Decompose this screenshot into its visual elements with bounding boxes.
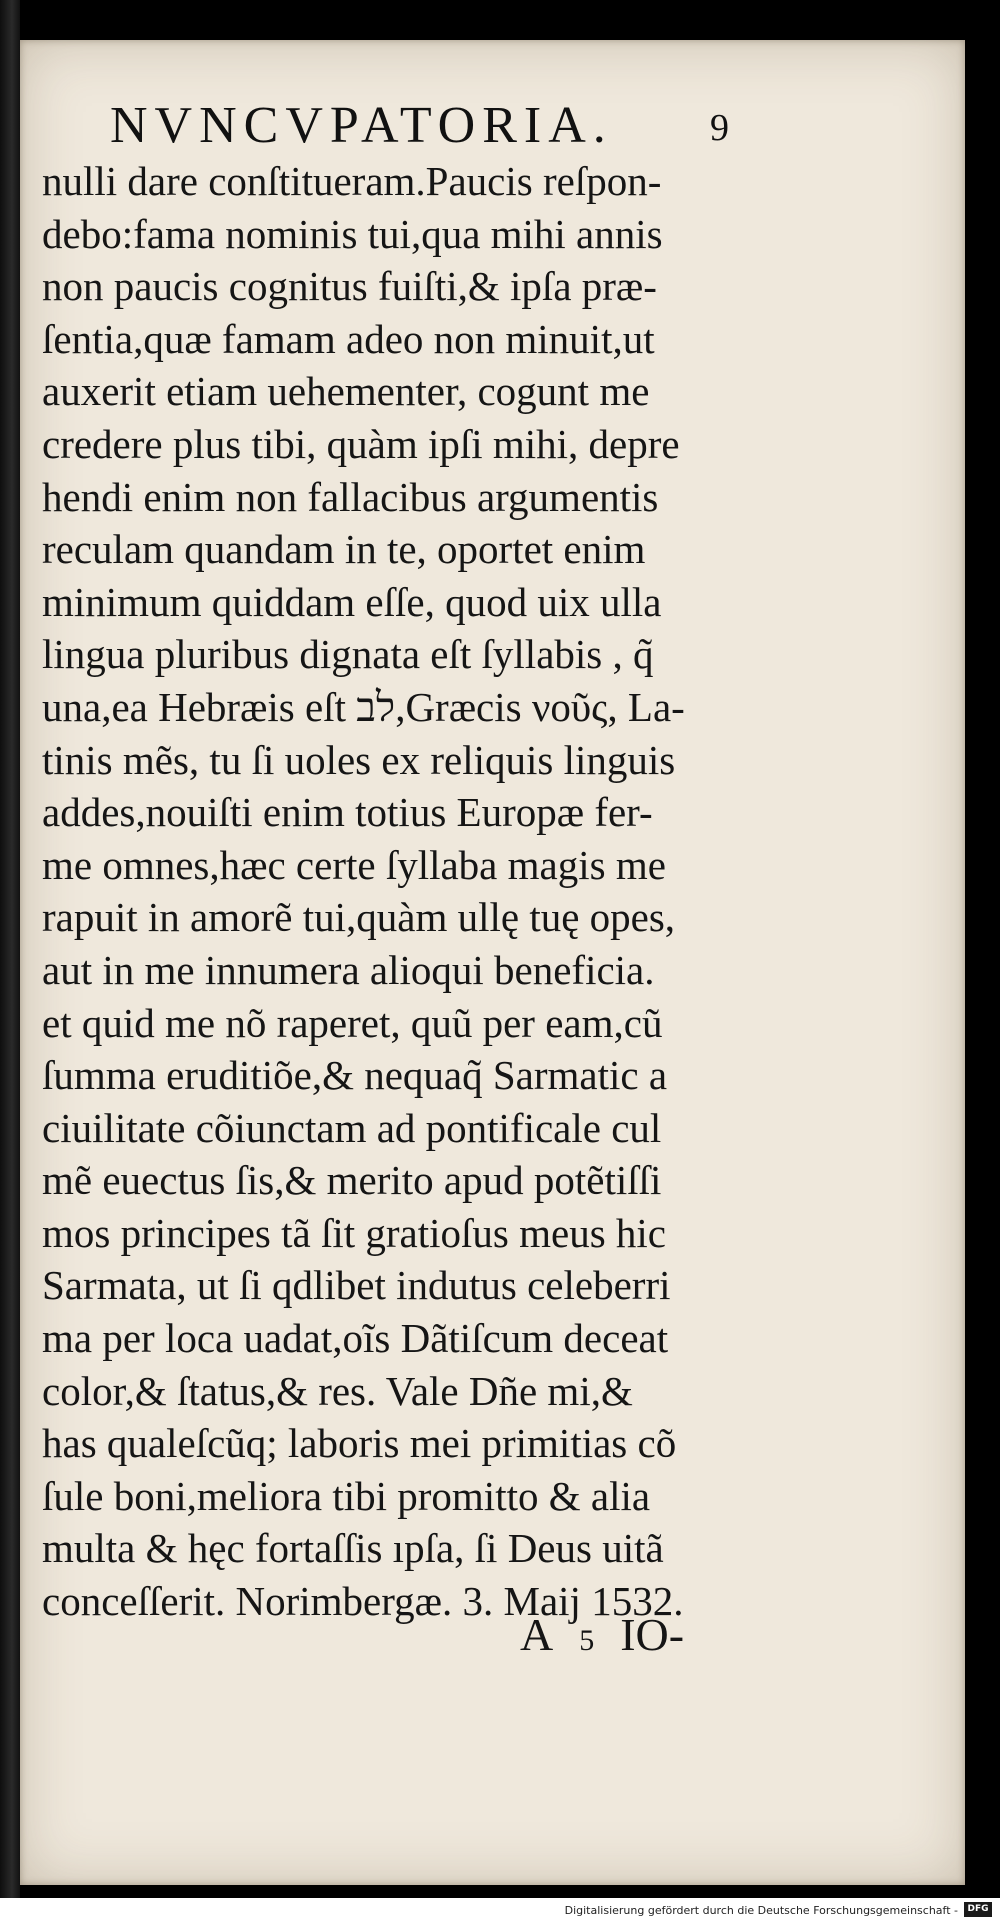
text-line: reculam quandam in te, oportet enim [42,526,646,573]
text-line: multa & hęc fortaſſis ıpſa, ſi Deus uitã [42,1525,664,1572]
text-line: addes,nouiſti enim totius Europæ fer- [42,789,653,836]
text-line: ciuilitate cõiunctam ad pontificale cul [42,1104,662,1151]
credit-text: Digitalisierung gefördert durch die Deutsche Forschungsgemeinschaft - [564,1904,958,1917]
folio-number: 9 [710,107,729,149]
text-line: debo:fama nominis tui,qua mihi annis [42,210,663,257]
text-line: hendi enim non fallacibus argumentis [42,473,659,520]
text-line: conceſſerit. Norimbergæ. 3. Maij 1532. [42,1578,684,1625]
text-line: minimum quiddam eſſe, quod uix ulla [42,578,662,625]
scan-left-edge [0,0,20,1929]
text-line: auxerit etiam uehementer, cogunt me [42,368,650,415]
text-line: me omnes,hæc certe ſyllaba magis me [42,841,666,888]
text-line: ſentia,quæ famam adeo non minuit,ut [42,315,655,362]
text-line: una,ea Hebræis eſt לב,Græcis νοῦς, La- [42,683,685,730]
text-line: has qualeſcũq; laboris mei primitias cõ [42,1420,677,1467]
text-line: aut in me innumera alioqui beneficia. [42,946,655,993]
dfg-logo-icon: DFG [964,1902,992,1917]
signature-mark: A [520,1609,554,1660]
signature-number: 5 [579,1624,595,1657]
catchword: IO- [620,1609,685,1660]
text-line: mos principes tã ſit gratioſus meus hic [42,1209,667,1256]
running-title: NVNCVPATORIA. [110,97,613,154]
text-line: ſule boni,meliora tibi promitto & alia [42,1472,651,1519]
body-text [42,155,772,1628]
text-line: ſumma eruditiõe,& nequaq̃ Sarmatic a [42,1052,668,1099]
text-line: tinis mẽs, tu ſi uoles ex reliquis linguis [42,736,676,783]
text-line: Sarmata, ut ſi qdlibet indutus celeberri [42,1262,671,1309]
text-line: nulli dare conſtitueram.Paucis reſpon- [42,158,662,204]
text-line: color,& ſtatus,& res. Vale Dñe mi,& [42,1367,633,1414]
text-line: et quid me nõ raperet, quũ per eam,cũ [42,999,663,1046]
text-line: non paucis cognitus fuiſti,& ipſa præ- [42,263,657,310]
text-line: lingua pluribus dignata eſt ſyllabis , q̃ [42,631,654,678]
text-line: mẽ euectus ſis,& merito apud potẽtiſſi [42,1157,662,1204]
text-line: rapuit in amorẽ tui,quàm ullę tuę opes, [42,894,676,941]
text-line: credere plus tibi, quàm ipſi mihi, depre [42,420,680,467]
running-header [110,95,750,157]
text-line: ma per loca uadat,oĩs Dãtiſcum deceat [42,1315,669,1362]
digitization-credit-bar [0,1898,1000,1929]
page-footer [520,1605,770,1665]
